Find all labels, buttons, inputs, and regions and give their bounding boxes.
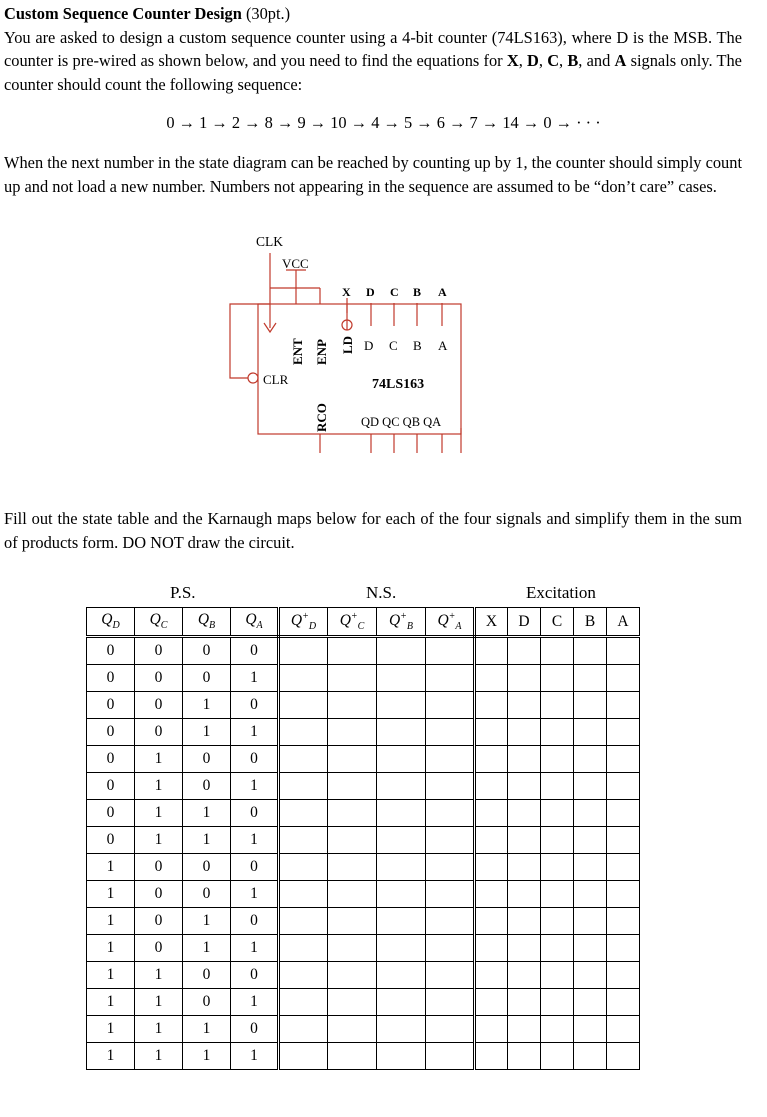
ns-cell[interactable] xyxy=(328,637,377,665)
excitation-cell[interactable] xyxy=(541,827,574,854)
intro-text-2: signals only. The counter should count the following sequence: xyxy=(4,51,742,94)
ns-cell[interactable] xyxy=(279,719,328,746)
excitation-cell[interactable] xyxy=(475,637,508,665)
ps-cell: 0 xyxy=(87,773,135,800)
excitation-cell[interactable] xyxy=(475,719,508,746)
ns-cell[interactable] xyxy=(426,989,475,1016)
ps-cell: 0 xyxy=(183,962,231,989)
ns-cell[interactable] xyxy=(279,637,328,665)
ns-cell[interactable] xyxy=(426,637,475,665)
ps-cell: 0 xyxy=(183,989,231,1016)
ps-cell: 1 xyxy=(183,1043,231,1070)
excitation-cell[interactable] xyxy=(508,854,541,881)
excitation-cell[interactable] xyxy=(541,637,574,665)
ps-cell: 1 xyxy=(183,692,231,719)
excitation-cell[interactable] xyxy=(541,908,574,935)
ns-cell[interactable] xyxy=(328,1043,377,1070)
ns-cell[interactable] xyxy=(377,719,426,746)
excitation-cell[interactable] xyxy=(607,908,640,935)
excitation-cell[interactable] xyxy=(574,1016,607,1043)
exc-col-header-b: B xyxy=(574,608,607,637)
excitation-cell[interactable] xyxy=(541,746,574,773)
ns-cell[interactable] xyxy=(426,908,475,935)
ps-cell: 1 xyxy=(183,908,231,935)
ps-cell: 0 xyxy=(87,719,135,746)
exc-col-header-a: A xyxy=(607,608,640,637)
pin-a-label: A xyxy=(438,338,448,353)
table-row xyxy=(87,692,640,719)
var-c: C xyxy=(547,51,560,70)
chip-label: 74LS163 xyxy=(372,377,425,392)
excitation-cell[interactable] xyxy=(508,989,541,1016)
excitation-cell[interactable] xyxy=(607,1016,640,1043)
excitation-cell[interactable] xyxy=(508,637,541,665)
excitation-cell[interactable] xyxy=(508,1043,541,1070)
table-row xyxy=(87,1016,640,1043)
excitation-cell[interactable] xyxy=(541,692,574,719)
ps-cell: 1 xyxy=(231,881,279,908)
table-row xyxy=(87,908,640,935)
ps-col-header-qd: $Q_D$ xyxy=(87,608,135,637)
problem-intro: Custom Sequence Counter Design (30pt.) You are asked to design a custom sequence counter using a 4-bit counter (74LS163), where D is the MSB. The counter is pre-wired as shown below, and you need to find the equations for X, D, C, B, and A signals only. The counter should count the following sequence: xyxy=(4,4,742,94)
ns-cell[interactable] xyxy=(328,827,377,854)
excitation-cell[interactable] xyxy=(541,800,574,827)
ns-cell[interactable] xyxy=(328,692,377,719)
excitation-cell[interactable] xyxy=(607,773,640,800)
ns-cell[interactable] xyxy=(377,827,426,854)
ps-cell: 1 xyxy=(183,719,231,746)
ns-cell[interactable] xyxy=(328,881,377,908)
excitation-cell[interactable] xyxy=(574,692,607,719)
ps-cell: 0 xyxy=(135,665,183,692)
excitation-cell[interactable] xyxy=(508,962,541,989)
ps-cell: 0 xyxy=(183,637,231,665)
q-outputs-label: QD QC QB QA xyxy=(361,415,442,429)
ns-cell[interactable] xyxy=(279,908,328,935)
ns-cell[interactable] xyxy=(328,908,377,935)
excitation-cell[interactable] xyxy=(574,908,607,935)
ns-cell[interactable] xyxy=(426,854,475,881)
ns-col-header-qc: $Q^+_C$ xyxy=(328,608,377,637)
ps-cell: 0 xyxy=(87,637,135,665)
excitation-cell[interactable] xyxy=(475,746,508,773)
ns-cell[interactable] xyxy=(279,692,328,719)
ns-cell[interactable] xyxy=(279,1043,328,1070)
ns-cell[interactable] xyxy=(426,746,475,773)
excitation-cell[interactable] xyxy=(541,935,574,962)
excitation-cell[interactable] xyxy=(508,935,541,962)
ps-cell: 0 xyxy=(231,1016,279,1043)
ns-cell[interactable] xyxy=(328,935,377,962)
ps-cell: 1 xyxy=(87,962,135,989)
ps-cell: 0 xyxy=(183,854,231,881)
table-row xyxy=(87,935,640,962)
ns-cell[interactable] xyxy=(426,692,475,719)
ns-cell[interactable] xyxy=(377,773,426,800)
var-b: B xyxy=(567,51,579,70)
excitation-cell[interactable] xyxy=(607,746,640,773)
state-table xyxy=(86,607,640,1070)
intro-text: You are asked to design a custom sequence counter using a 4-bit counter (74LS163), where D is the MSB. The counter is pre-wired as shown below, and you need to find the equations for xyxy=(4,27,742,70)
excitation-cell[interactable] xyxy=(508,692,541,719)
ns-cell[interactable] xyxy=(426,935,475,962)
excitation-cell[interactable] xyxy=(574,1043,607,1070)
ps-col-header-qb: $Q_B$ xyxy=(183,608,231,637)
excitation-cell[interactable] xyxy=(508,800,541,827)
excitation-cell[interactable] xyxy=(607,1043,640,1070)
excitation-cell[interactable] xyxy=(508,1016,541,1043)
excitation-cell[interactable] xyxy=(508,881,541,908)
table-row xyxy=(87,637,640,665)
ps-cell: 0 xyxy=(183,746,231,773)
excitation-cell[interactable] xyxy=(541,665,574,692)
ns-cell[interactable] xyxy=(377,637,426,665)
ps-cell: 1 xyxy=(231,1043,279,1070)
ps-cell: 0 xyxy=(87,746,135,773)
ns-cell[interactable] xyxy=(328,800,377,827)
ps-cell: 1 xyxy=(135,962,183,989)
excitation-cell[interactable] xyxy=(508,773,541,800)
table-row xyxy=(87,881,640,908)
ps-cell: 1 xyxy=(183,1016,231,1043)
excitation-cell[interactable] xyxy=(541,881,574,908)
ns-cell[interactable] xyxy=(328,665,377,692)
ns-cell[interactable] xyxy=(279,773,328,800)
exc-col-header-x: X xyxy=(475,608,508,637)
ns-cell[interactable] xyxy=(377,935,426,962)
ps-cell: 1 xyxy=(231,719,279,746)
ps-cell: 1 xyxy=(87,935,135,962)
ns-cell[interactable] xyxy=(426,665,475,692)
ps-cell: 1 xyxy=(135,746,183,773)
excitation-cell[interactable] xyxy=(574,719,607,746)
excitation-cell[interactable] xyxy=(607,719,640,746)
ps-cell: 1 xyxy=(87,881,135,908)
ps-cell: 1 xyxy=(87,854,135,881)
excitation-cell[interactable] xyxy=(475,881,508,908)
ns-cell[interactable] xyxy=(279,827,328,854)
ns-cell[interactable] xyxy=(279,1016,328,1043)
ps-cell: 0 xyxy=(135,908,183,935)
table-row xyxy=(87,665,640,692)
ns-cell[interactable] xyxy=(426,881,475,908)
ns-cell[interactable] xyxy=(328,746,377,773)
ps-cell: 1 xyxy=(87,1043,135,1070)
var-a: A xyxy=(614,51,627,70)
excitation-cell[interactable] xyxy=(574,962,607,989)
ns-cell[interactable] xyxy=(377,962,426,989)
ps-cell: 0 xyxy=(183,773,231,800)
var-x: X xyxy=(506,51,519,70)
ps-col-header-qc: $Q_C$ xyxy=(135,608,183,637)
ps-cell: 0 xyxy=(231,908,279,935)
ns-cell[interactable] xyxy=(377,746,426,773)
ns-cell[interactable] xyxy=(279,962,328,989)
excitation-cell[interactable] xyxy=(607,637,640,665)
ns-cell[interactable] xyxy=(426,719,475,746)
excitation-cell[interactable] xyxy=(607,854,640,881)
table-row xyxy=(87,800,640,827)
ps-cell: 1 xyxy=(135,1016,183,1043)
input-b-label: B xyxy=(413,285,422,299)
ps-cell: 0 xyxy=(135,854,183,881)
excitation-cell[interactable] xyxy=(508,827,541,854)
ps-cell: 1 xyxy=(231,935,279,962)
ns-cell[interactable] xyxy=(377,908,426,935)
excitation-cell[interactable] xyxy=(607,800,640,827)
table-row xyxy=(87,854,640,881)
problem-points: (30pt.) xyxy=(245,4,291,23)
ns-cell[interactable] xyxy=(377,692,426,719)
count-sequence: 0 → 1 → 2 → 8 → 9 → 10 → 4 → 5 → 6 → 7 → 14 → 0 → · · · xyxy=(166,113,601,132)
ps-cell: 1 xyxy=(183,827,231,854)
table-header-row xyxy=(87,608,640,637)
ps-cell: 0 xyxy=(231,637,279,665)
excitation-cell[interactable] xyxy=(607,881,640,908)
ns-cell[interactable] xyxy=(279,665,328,692)
ps-cell: 0 xyxy=(231,746,279,773)
excitation-cell[interactable] xyxy=(475,692,508,719)
ps-cell: 1 xyxy=(87,908,135,935)
ps-cell: 0 xyxy=(87,800,135,827)
excitation-cell[interactable] xyxy=(607,935,640,962)
excitation-cell[interactable] xyxy=(475,773,508,800)
ns-cell[interactable] xyxy=(279,854,328,881)
input-a-label: A xyxy=(438,285,447,299)
vcc-label: VCC xyxy=(282,256,309,271)
excitation-cell[interactable] xyxy=(475,854,508,881)
excitation-cell[interactable] xyxy=(475,800,508,827)
ns-cell[interactable] xyxy=(426,1016,475,1043)
ns-group-label: N.S. xyxy=(366,583,397,602)
ns-cell[interactable] xyxy=(426,800,475,827)
excitation-cell[interactable] xyxy=(541,773,574,800)
ns-cell[interactable] xyxy=(426,1043,475,1070)
table-row xyxy=(87,962,640,989)
ns-cell[interactable] xyxy=(328,989,377,1016)
ps-col-header-qa: $Q_A$ xyxy=(231,608,279,637)
ps-cell: 1 xyxy=(231,827,279,854)
table-instructions: Fill out the state table and the Karnaugh maps below for each of the four signals and simplify them in the sum of products form. DO NOT draw the circuit. xyxy=(4,509,742,552)
ps-cell: 0 xyxy=(183,665,231,692)
excitation-cell[interactable] xyxy=(475,962,508,989)
ps-cell: 0 xyxy=(135,637,183,665)
ps-cell: 0 xyxy=(135,935,183,962)
clr-pin-label: CLR xyxy=(263,372,289,387)
ps-cell: 0 xyxy=(231,692,279,719)
ps-cell: 1 xyxy=(135,773,183,800)
table-row xyxy=(87,989,640,1016)
excitation-cell[interactable] xyxy=(475,1016,508,1043)
ns-cell[interactable] xyxy=(328,962,377,989)
ps-cell: 0 xyxy=(231,854,279,881)
excitation-cell[interactable] xyxy=(574,854,607,881)
excitation-cell[interactable] xyxy=(541,719,574,746)
ns-cell[interactable] xyxy=(279,746,328,773)
pin-d-label: D xyxy=(364,338,374,353)
ps-cell: 0 xyxy=(135,881,183,908)
ps-cell: 0 xyxy=(87,692,135,719)
ld-pin-label: LD xyxy=(340,335,355,354)
ps-cell: 1 xyxy=(231,773,279,800)
ns-cell[interactable] xyxy=(377,881,426,908)
ns-col-header-qa: $Q^+_A$ xyxy=(426,608,475,637)
ps-cell: 0 xyxy=(183,881,231,908)
ps-cell: 1 xyxy=(135,800,183,827)
ent-pin-label: ENT xyxy=(290,338,305,365)
excitation-cell[interactable] xyxy=(541,1043,574,1070)
excitation-cell[interactable] xyxy=(607,665,640,692)
ns-cell[interactable] xyxy=(377,1016,426,1043)
excitation-cell[interactable] xyxy=(541,989,574,1016)
pin-b-label: B xyxy=(413,338,422,353)
exc-col-header-d: D xyxy=(508,608,541,637)
pin-c-label: C xyxy=(389,338,398,353)
ps-cell: 0 xyxy=(135,719,183,746)
ns-cell[interactable] xyxy=(377,854,426,881)
enp-pin-label: ENP xyxy=(314,339,329,365)
excitation-cell[interactable] xyxy=(475,935,508,962)
ns-cell[interactable] xyxy=(279,800,328,827)
ps-cell: 1 xyxy=(135,1043,183,1070)
excitation-cell[interactable] xyxy=(574,989,607,1016)
ps-cell: 1 xyxy=(135,989,183,1016)
problem-title: Custom Sequence Counter Design xyxy=(4,4,242,23)
ns-cell[interactable] xyxy=(426,773,475,800)
counter-circuit-diagram xyxy=(220,228,480,468)
ns-cell[interactable] xyxy=(328,1016,377,1043)
ns-cell[interactable] xyxy=(377,665,426,692)
excitation-cell[interactable] xyxy=(574,827,607,854)
excitation-cell[interactable] xyxy=(541,854,574,881)
excitation-cell[interactable] xyxy=(574,637,607,665)
excitation-cell[interactable] xyxy=(541,962,574,989)
excitation-cell[interactable] xyxy=(475,827,508,854)
ns-cell[interactable] xyxy=(426,962,475,989)
excitation-cell[interactable] xyxy=(574,935,607,962)
ns-cell[interactable] xyxy=(377,989,426,1016)
ns-cell[interactable] xyxy=(328,854,377,881)
excitation-cell[interactable] xyxy=(508,665,541,692)
ns-cell[interactable] xyxy=(377,800,426,827)
input-d-label: D xyxy=(366,285,375,299)
ns-cell[interactable] xyxy=(328,719,377,746)
clk-label: CLK xyxy=(256,234,283,249)
excitation-cell[interactable] xyxy=(607,827,640,854)
input-x-label: X xyxy=(342,285,351,299)
table-row xyxy=(87,719,640,746)
ps-cell: 1 xyxy=(87,1016,135,1043)
intro-and: and xyxy=(586,51,611,70)
ps-cell: 1 xyxy=(183,935,231,962)
ps-cell: 0 xyxy=(87,827,135,854)
input-c-label: C xyxy=(390,285,399,299)
ns-cell[interactable] xyxy=(279,935,328,962)
ns-cell[interactable] xyxy=(426,827,475,854)
instructions-paragraph: When the next number in the state diagram can be reached by counting up by 1, the counter should simply count up and not load a new number. Numbers not appearing in the sequence are assumed to be “don’t care” cases. xyxy=(4,153,742,196)
excitation-cell[interactable] xyxy=(475,1043,508,1070)
var-d: D xyxy=(527,51,539,70)
ps-cell: 1 xyxy=(135,827,183,854)
excitation-cell[interactable] xyxy=(508,746,541,773)
ps-cell: 1 xyxy=(231,665,279,692)
excitation-group-label: Excitation xyxy=(526,583,596,602)
ps-cell: 0 xyxy=(87,665,135,692)
table-row xyxy=(87,1043,640,1070)
excitation-cell[interactable] xyxy=(574,665,607,692)
excitation-cell[interactable] xyxy=(475,908,508,935)
table-row xyxy=(87,773,640,800)
ps-cell: 1 xyxy=(87,989,135,1016)
excitation-cell[interactable] xyxy=(574,746,607,773)
ps-cell: 0 xyxy=(135,692,183,719)
excitation-cell[interactable] xyxy=(607,962,640,989)
excitation-cell[interactable] xyxy=(607,989,640,1016)
ps-cell: 1 xyxy=(231,989,279,1016)
excitation-cell[interactable] xyxy=(541,1016,574,1043)
excitation-cell[interactable] xyxy=(508,719,541,746)
exc-col-header-c: C xyxy=(541,608,574,637)
ps-cell: 0 xyxy=(231,800,279,827)
ps-cell: 0 xyxy=(231,962,279,989)
excitation-cell[interactable] xyxy=(475,665,508,692)
ps-group-label: P.S. xyxy=(170,583,196,602)
excitation-cell[interactable] xyxy=(508,908,541,935)
table-row xyxy=(87,746,640,773)
excitation-cell[interactable] xyxy=(574,800,607,827)
ns-col-header-qb: $Q^+_B$ xyxy=(377,608,426,637)
ns-col-header-qd: $Q^+_D$ xyxy=(279,608,328,637)
excitation-cell[interactable] xyxy=(607,692,640,719)
ns-cell[interactable] xyxy=(328,773,377,800)
excitation-cell[interactable] xyxy=(574,881,607,908)
excitation-cell[interactable] xyxy=(475,989,508,1016)
ns-cell[interactable] xyxy=(279,881,328,908)
ns-cell[interactable] xyxy=(377,1043,426,1070)
rco-pin-label: RCO xyxy=(314,403,329,432)
ps-cell: 1 xyxy=(183,800,231,827)
ns-cell[interactable] xyxy=(279,989,328,1016)
table-row xyxy=(87,827,640,854)
excitation-cell[interactable] xyxy=(574,773,607,800)
